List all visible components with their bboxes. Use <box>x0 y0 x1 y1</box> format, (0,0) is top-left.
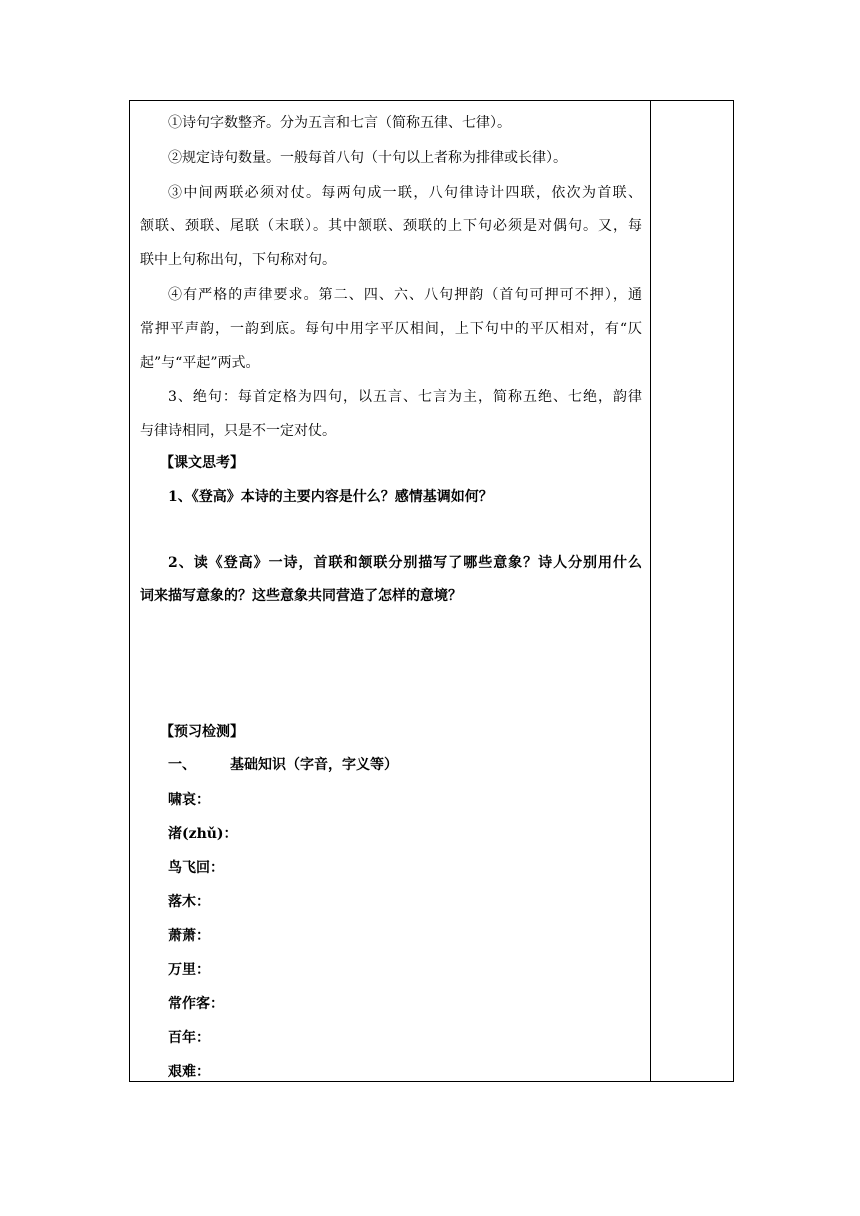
paragraph-line: ④有严格的声律要求。第二、四、六、八句押韵（首句可押可不押），通 <box>168 287 642 303</box>
lesson-table <box>129 100 734 1082</box>
column-divider <box>650 101 651 1081</box>
vocab-item: 啸哀： <box>168 792 210 808</box>
paragraph-line: ①诗句字数整齐。分为五言和七言（简称五律、七律）。 <box>168 115 511 131</box>
paragraph-line: ②规定诗句数量。一般每首八句（十句以上者称为排律或长律）。 <box>168 150 567 166</box>
question-2-line: 2、读《登高》一诗，首联和颔联分别描写了哪些意象？诗人分别用什么 <box>168 555 642 571</box>
paragraph-line: 联中上句称出句，下句称对句。 <box>140 252 336 268</box>
paragraph-line: 3、绝句：每首定格为四句，以五言、七言为主，简称五绝、七绝，韵律 <box>168 389 642 405</box>
vocab-item: 渚(zhǔ)： <box>168 826 238 842</box>
paragraph-line: 与律诗相同，只是不一定对仗。 <box>140 423 336 439</box>
paragraph-line: 颔联、颈联、尾联（末联）。其中颔联、颈联的上下句必须是对偶句。又，每 <box>140 218 642 234</box>
subsection-title: 基础知识（字音，字义等） <box>230 757 398 773</box>
vocab-item: 万里： <box>168 962 210 978</box>
vocab-item: 百年： <box>168 1030 210 1046</box>
vocab-item: 落木： <box>168 894 210 910</box>
vocab-item: 萧萧： <box>168 928 210 944</box>
subsection-number: 一、 <box>168 757 196 773</box>
paragraph-line: 起”与“平起”两式。 <box>140 355 260 371</box>
paragraph-line: 常押平声韵，一韵到底。每句中用字平仄相间，上下句中的平仄相对，有“仄 <box>140 321 642 337</box>
section-heading-preview: 【预习检测】 <box>160 724 244 740</box>
paragraph-line: ③中间两联必须对仗。每两句成一联，八句律诗计四联，依次为首联、 <box>168 185 642 201</box>
vocab-item: 鸟飞回： <box>168 860 224 876</box>
section-heading-think: 【课文思考】 <box>160 455 244 471</box>
question-1: 1、《登高》本诗的主要内容是什么？感情基调如何？ <box>168 489 493 505</box>
vocab-item: 常作客： <box>168 996 224 1012</box>
vocab-item: 艰难： <box>168 1064 210 1080</box>
question-2-line: 词来描写意象的？这些意象共同营造了怎样的意境？ <box>140 588 462 604</box>
